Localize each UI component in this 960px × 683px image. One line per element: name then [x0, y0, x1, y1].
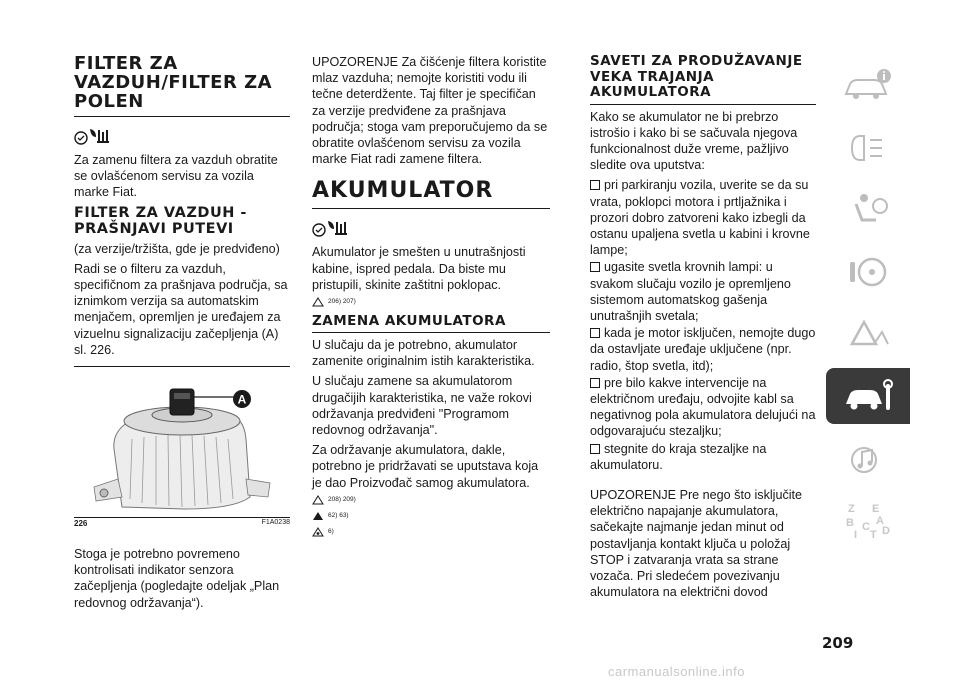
tip-item: pri parkiranju vozila, uverite se da su vrata, poklopci motora i prtljažnika i prozori dobro zatvoreni kako izbegli da ostanu upaljena svetla u kabini i krovne lampe; — [590, 178, 810, 258]
warning-refs-1 — [312, 297, 550, 307]
bullet-square-icon — [590, 262, 600, 272]
figure-air-filter — [74, 379, 290, 515]
battery-title-rule — [312, 208, 550, 209]
warning-refs-2-text: 208) 209) — [328, 495, 356, 503]
page-number: 209 — [822, 634, 854, 652]
svg-text:A: A — [876, 515, 884, 527]
environment-note-small-icon — [312, 527, 324, 537]
bullet-square-icon — [590, 444, 600, 454]
replacement-p3: Za održavanje akumulatora, dakle, potrebno je pridržavati se uputstava koja je dao Proizvođač samog akumulatora. — [312, 443, 539, 490]
watermark-text: carmanualsonline.info — [608, 664, 745, 679]
figure-bottom-rule — [74, 517, 290, 518]
seat-airbag-icon — [842, 190, 894, 230]
svg-text:E: E — [872, 503, 880, 515]
index-letters-icon — [842, 500, 894, 540]
section-title-battery: AKUMULATOR — [312, 178, 494, 204]
tab-car-info[interactable] — [826, 58, 910, 114]
warning-triangle-small-icon — [312, 297, 324, 307]
warning-refs-3-text: 62) 63) — [328, 511, 349, 519]
figure-top-rule — [74, 366, 290, 367]
title-rule — [74, 116, 290, 117]
warning-refs-4 — [312, 527, 550, 537]
warning-refs-1-text: 206) 207) — [328, 298, 356, 306]
bullet-square-icon — [590, 378, 600, 388]
tab-index[interactable] — [826, 492, 910, 548]
tip-item: kada je motor isključen, nemojte dugo da ostavljate uređaje uključene (npr. radio, štop svetla, itd); — [590, 326, 816, 373]
figure-callout-a: A — [237, 392, 247, 407]
tab-multimedia[interactable] — [826, 430, 910, 486]
steering-key-icon — [842, 252, 894, 292]
tab-seat-airbag[interactable] — [826, 182, 910, 238]
warning-triangle-small-icon — [312, 495, 324, 505]
tab-warning-lights[interactable] — [826, 120, 910, 176]
tip-item: ugasite svetla krovnih lampi: u svakom slučaju vozilo je opremljeno sistemom automatskog gašenja unutrašnjih svetala; — [590, 260, 791, 323]
indicator-check-text: Stoga je potrebno povremeno kontrolisati indikator senzora začepljenja (pogledajte odeljak „Plan redovnog održavanja“). — [74, 547, 280, 610]
replacement-p1: U slučaju da je potrebno, akumulator zamenite originalnim istih karakteristika. — [312, 338, 535, 369]
svg-text:T: T — [870, 529, 877, 540]
chapter-index-sidebar — [826, 58, 910, 554]
warning-triangle-small-icon — [312, 511, 324, 521]
figure-code: F1A0238 — [261, 519, 290, 527]
svg-text:I: I — [854, 529, 858, 540]
bullet-square-icon — [590, 328, 600, 338]
air-filter-intro: Za zamenu filtera za vazduh obratite se ovlašćenom servisu za vozila marke Fiat. — [74, 153, 278, 200]
section-title-air-filter: FILTER ZA VAZDUH/FILTER ZA POLEN — [74, 53, 273, 112]
tip-item: pre bilo kakve intervencije na električnom uređaju, odvojite kabl sa negativnog pola akumulatora delujući na odgovarajuću stezaljku; — [590, 375, 816, 439]
replacement-rule — [312, 332, 550, 333]
tab-steering-key[interactable] — [826, 244, 910, 300]
warning-refs-4-text: 6) — [328, 527, 334, 535]
section-title-battery-tips: SAVETI ZA PRODUŽAVANJE VEKA TRAJANJA AKUMULATORA — [590, 53, 803, 100]
warning-lights-icon — [842, 128, 894, 168]
car-info-icon — [842, 66, 894, 106]
svg-text:D: D — [882, 525, 890, 537]
tip-item: stegnite do kraja stezaljke na akumulatoru. — [590, 441, 767, 472]
tab-emergency[interactable] — [826, 306, 910, 362]
air-filter-illustration — [74, 379, 290, 515]
subtitle-dusty-roads: FILTER ZA VAZDUH - PRAŠNJAVI PUTEVI — [74, 204, 247, 237]
dusty-filter-body: Radi se o filteru za vazduh, specifičnom za prašnjava područja, sa iznimkom verzija sa automatskim menjačem, opremljen je uređajem za vizuelnu signalizaciju začepljenja (A) sl. 226. — [74, 261, 288, 357]
filter-cleaning-warning: UPOZORENJE Za čišćenje filtera koristite mlaz vazduha; nemojte koristiti vodu ili tečne deterdžente. Taj filter je specifičan za verzije predviđene za prašnjava područja; stoga vam preporučujemo da se obratite ovlašćenom servisu za vozila marke Fiat radi zamene filtera. — [312, 55, 548, 167]
figure-caption — [74, 519, 290, 528]
tips-title-rule — [590, 104, 816, 105]
warning-triangle-icon — [842, 314, 894, 354]
column-air-filter — [74, 54, 290, 615]
tab-maintenance[interactable] — [826, 368, 910, 424]
disconnect-warning: UPOZORENJE Pre nego što isključite električno napajanje akumulatora, sačekajte najmanje jedan minut od postavljanja kontakt ključa u položaj STOP i zatvaranja vrata sa strane vozača. Pri sledećem povezivanju akumulatora na električni dovod — [590, 487, 803, 600]
battery-location-text: Akumulator je smešten u unutrašnjosti kabine, ispred pedala. Da biste mu pristupili, skinite zaštitni poklopac. — [312, 245, 526, 292]
svg-text:Z: Z — [848, 503, 855, 515]
subtitle-battery-replacement: ZAMENA AKUMULATORA — [312, 313, 506, 330]
tips-intro: Kako se akumulator ne bi prebrzo istrošio i kako bi se sačuvala njegova funkcionalnost duže vreme, pažljivo sledite ova uputstva: — [590, 109, 798, 173]
warning-refs-3 — [312, 511, 550, 521]
column-battery-tips — [590, 54, 816, 604]
car-wrench-icon — [842, 376, 894, 416]
svg-text:B: B — [846, 517, 854, 529]
column-battery — [312, 54, 550, 543]
eco-note-icon — [74, 127, 110, 145]
markets-note: (za verzije/tržišta, gde je predviđeno) — [74, 241, 280, 256]
eco-note-icon-battery — [312, 219, 348, 237]
svg-text:C: C — [862, 521, 870, 533]
replacement-p2: U slučaju zamene sa akumulatorom drugačijih karakteristika, ne važe rokovi održavanja predviđeni "Programom redovnog održavanja". — [312, 374, 532, 438]
bullet-square-icon — [590, 180, 600, 190]
warning-refs-2 — [312, 495, 550, 505]
music-phone-icon — [842, 438, 894, 478]
figure-number: 226 — [74, 519, 88, 529]
